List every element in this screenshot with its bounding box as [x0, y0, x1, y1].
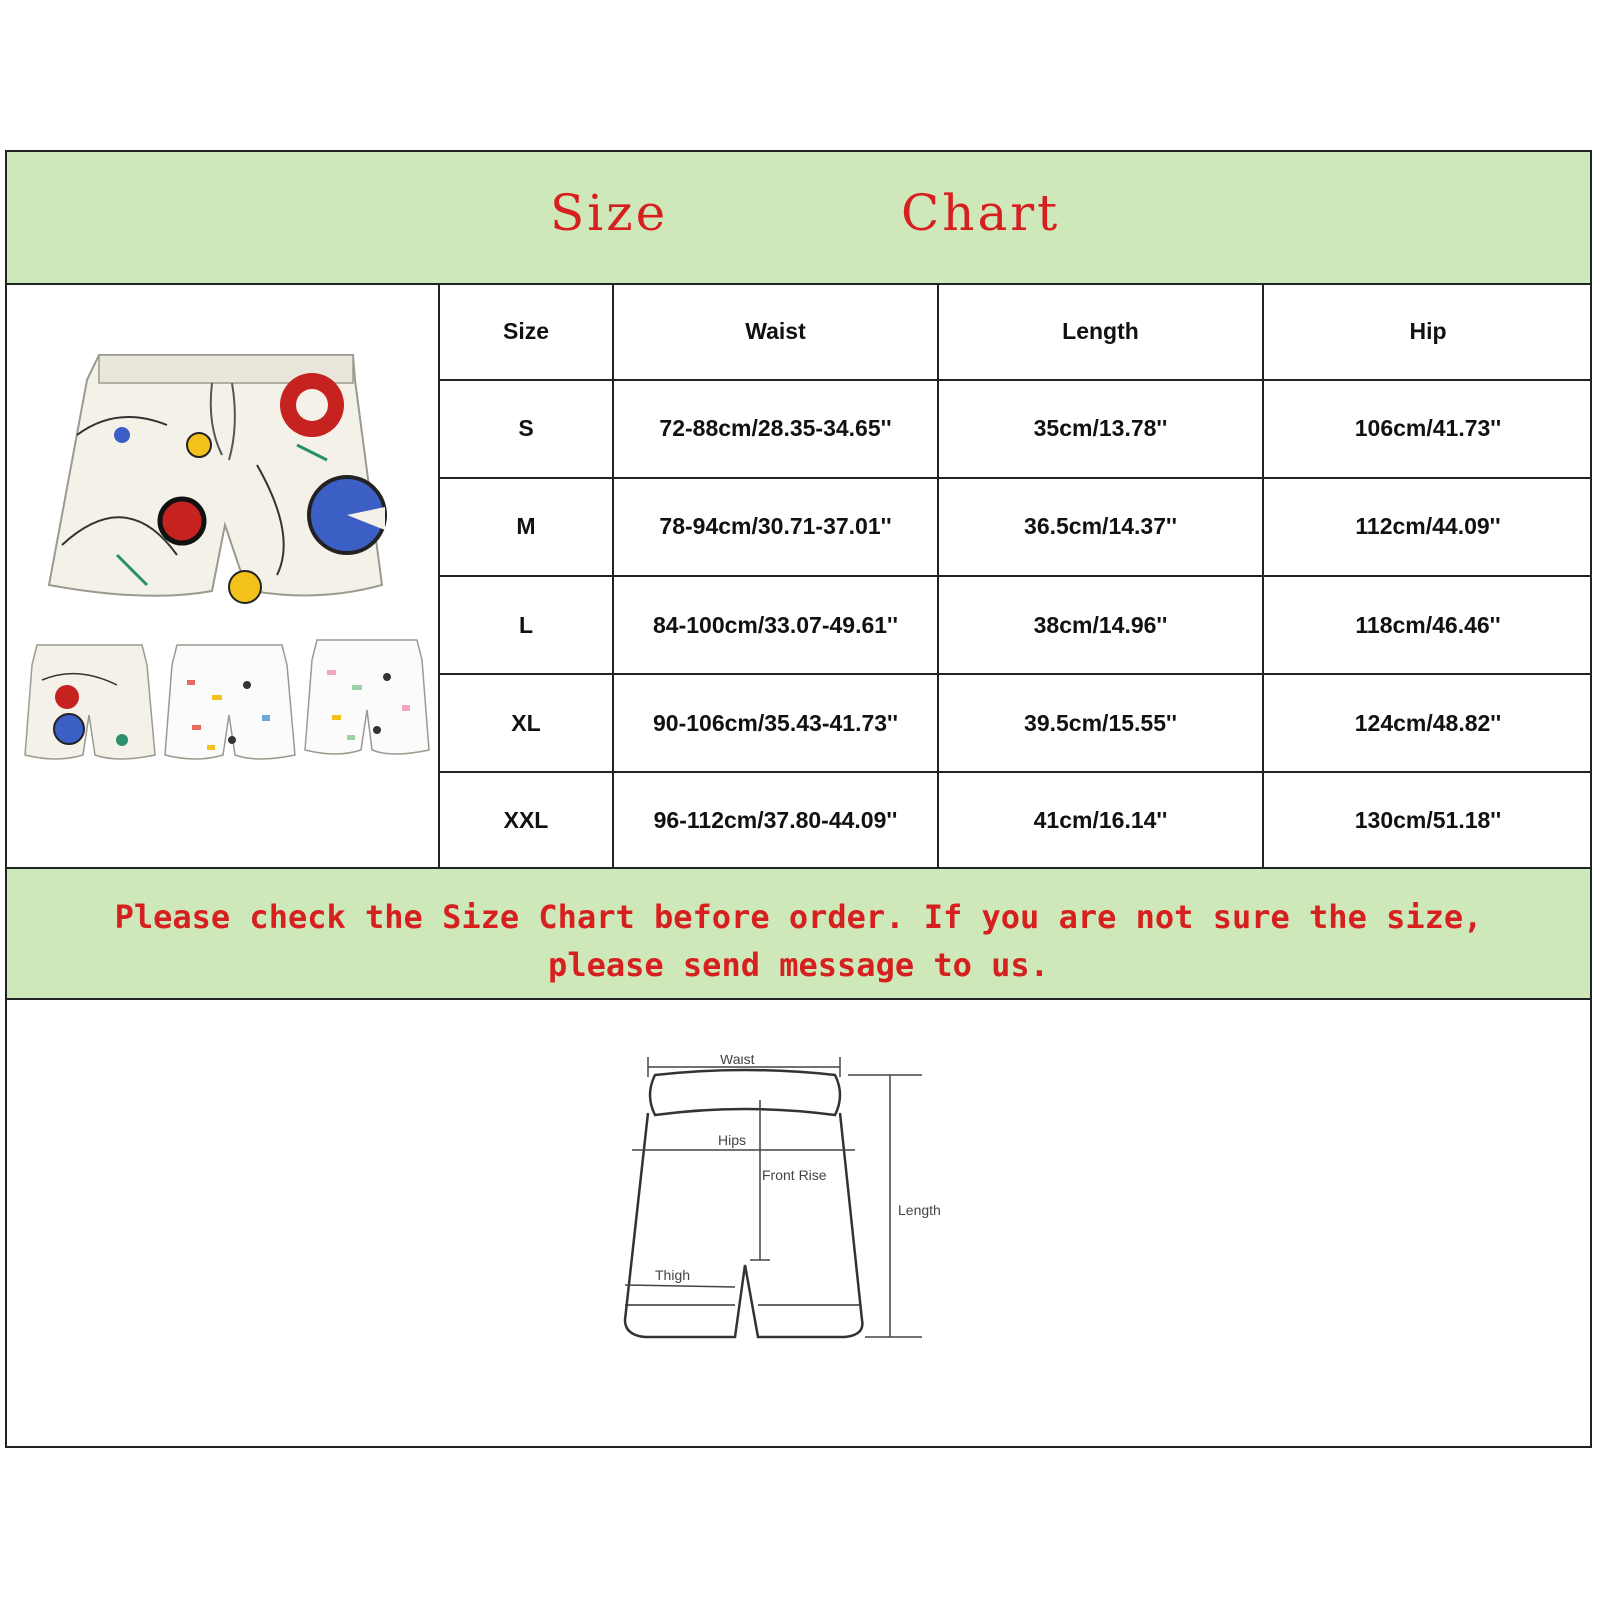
product-photo-variant-1[interactable] — [25, 645, 155, 759]
cell-waist: 78-94cm/30.71-37.01'' — [613, 478, 938, 576]
thigh-measure-line — [625, 1285, 735, 1287]
table-row — [440, 478, 1592, 576]
thigh-label: Thigh — [655, 1267, 691, 1283]
notice-line-1: Please check the Size Chart before order. If you are not sure the size, — [114, 898, 1483, 936]
cell-size: S — [440, 380, 613, 478]
col-header-size: Size — [440, 285, 613, 380]
cell-hip: 112cm/44.09'' — [1263, 478, 1592, 576]
product-photos-svg — [7, 285, 438, 865]
col-header-waist: Waist — [613, 285, 938, 380]
cell-length: 35cm/13.78'' — [938, 380, 1263, 478]
cell-length: 39.5cm/15.55'' — [938, 674, 1263, 772]
cell-waist: 96-112cm/37.80-44.09'' — [613, 772, 938, 867]
cell-length: 36.5cm/14.37'' — [938, 478, 1263, 576]
measurement-diagram — [610, 1055, 950, 1385]
product-photo-variant-3[interactable] — [305, 640, 429, 754]
notice-line-2: please send message to us. — [548, 946, 1049, 984]
cell-hip: 124cm/48.82'' — [1263, 674, 1592, 772]
notice-banner — [7, 867, 1590, 1000]
cell-hip: 130cm/51.18'' — [1263, 772, 1592, 867]
cell-size: M — [440, 478, 613, 576]
product-photos — [7, 285, 440, 867]
cell-length: 38cm/14.96'' — [938, 576, 1263, 674]
cell-hip: 118cm/46.46'' — [1263, 576, 1592, 674]
size-table — [440, 285, 1592, 867]
table-header-row — [440, 285, 1592, 380]
cell-size: L — [440, 576, 613, 674]
table-row — [440, 674, 1592, 772]
cell-length: 41cm/16.14'' — [938, 772, 1263, 867]
length-label: Length — [898, 1202, 941, 1218]
cell-waist: 72-88cm/28.35-34.65'' — [613, 380, 938, 478]
front-rise-label: Front Rise — [762, 1167, 827, 1183]
title-banner — [7, 152, 1590, 285]
cell-waist: 90-106cm/35.43-41.73'' — [613, 674, 938, 772]
hips-label: Hips — [718, 1132, 747, 1148]
cell-size: XL — [440, 674, 613, 772]
cell-waist: 84-100cm/33.07-49.61'' — [613, 576, 938, 674]
title-word-size: Size — [550, 184, 669, 242]
waist-label: Waist — [720, 1055, 755, 1067]
table-row — [440, 576, 1592, 674]
title-word-chart: Chart — [901, 184, 1061, 242]
cell-size: XXL — [440, 772, 613, 867]
table-row — [440, 380, 1592, 478]
notice-text — [7, 893, 1590, 989]
cell-hip: 106cm/41.73'' — [1263, 380, 1592, 478]
product-photo-variant-2[interactable] — [165, 645, 295, 759]
product-photo-main[interactable] — [49, 355, 385, 603]
table-row — [440, 772, 1592, 867]
col-header-length: Length — [938, 285, 1263, 380]
shorts-outline-icon — [610, 1055, 950, 1385]
col-header-hip: Hip — [1263, 285, 1592, 380]
